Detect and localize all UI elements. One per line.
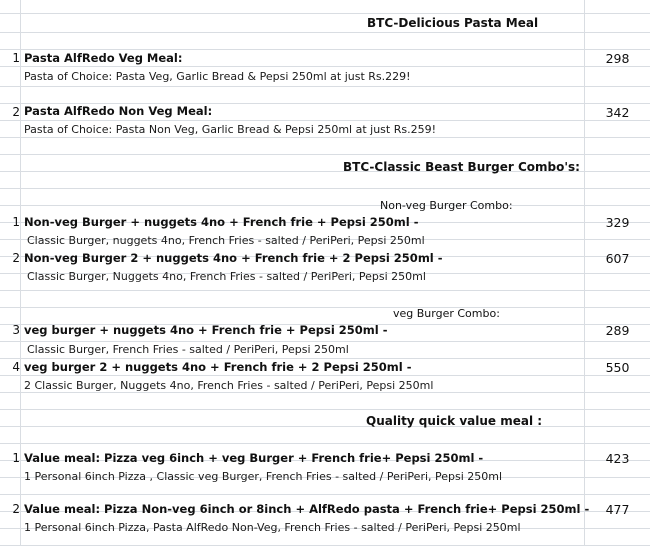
grid-row [0, 14, 650, 33]
item-description: 1 Personal 6inch Pizza, Pasta AlfRedo Non-Veg, French Fries - salted / PeriPeri, Pepsi 250ml [24, 521, 521, 534]
item-description: Classic Burger, nuggets 4no, French Fries - salted / PeriPeri, Pepsi 250ml [27, 234, 425, 247]
item-number: 4 [12, 360, 20, 374]
item-number: 1 [12, 215, 20, 229]
section-heading-pasta: BTC-Delicious Pasta Meal [367, 16, 539, 30]
grid-row [0, 33, 650, 50]
item-number: 2 [12, 105, 20, 119]
item-title: veg burger + nuggets 4no + French frie + Pepsi 250ml - [24, 323, 388, 337]
grid-column-line [20, 0, 21, 545]
item-price: 607 [605, 251, 630, 266]
item-number: 1 [12, 451, 20, 465]
grid-row [0, 189, 650, 206]
subheading-nonveg: Non-veg Burger Combo: [380, 199, 513, 212]
item-price: 289 [605, 323, 630, 338]
grid-row [0, 291, 650, 308]
item-title: Non-veg Burger + nuggets 4no + French frie + Pepsi 250ml - [24, 215, 419, 229]
grid-row [0, 427, 650, 444]
item-price: 298 [605, 51, 630, 66]
section-heading-value-meal: Quality quick value meal : [366, 414, 543, 428]
subheading-veg: veg Burger Combo: [393, 307, 500, 320]
grid-row [0, 393, 650, 410]
item-price: 329 [605, 215, 630, 230]
grid-row [0, 138, 650, 155]
item-price: 550 [605, 360, 630, 375]
item-number: 1 [12, 51, 20, 65]
item-number: 2 [12, 251, 20, 265]
item-description: Pasta of Choice: Pasta Non Veg, Garlic Bread & Pepsi 250ml at just Rs.259! [24, 123, 436, 136]
section-heading-burger: BTC-Classic Beast Burger Combo's: [343, 160, 580, 174]
item-price: 342 [605, 105, 630, 120]
grid-row [0, 410, 650, 427]
item-price: 423 [605, 451, 630, 466]
item-title: Value meal: Pizza veg 6inch + veg Burger + French frie+ Pepsi 250ml - [24, 451, 484, 465]
item-description: 2 Classic Burger, Nuggets 4no, French Fries - salted / PeriPeri, Pepsi 250ml [24, 379, 434, 392]
item-number: 3 [12, 323, 20, 337]
item-title: veg burger 2 + nuggets 4no + French frie + 2 Pepsi 250ml - [24, 360, 412, 374]
grid-row [0, 0, 650, 14]
item-title: Pasta AlfRedo Non Veg Meal: [24, 104, 213, 118]
item-title: Value meal: Pizza Non-veg 6inch or 8inch + AlfRedo pasta + French frie+ Pepsi 250ml - [24, 502, 590, 516]
item-title: Non-veg Burger 2 + nuggets 4no + French frie + 2 Pepsi 250ml - [24, 251, 443, 265]
item-title: Pasta AlfRedo Veg Meal: [24, 51, 183, 65]
item-description: Pasta of Choice: Pasta Veg, Garlic Bread & Pepsi 250ml at just Rs.229! [24, 70, 411, 83]
item-description: 1 Personal 6inch Pizza , Classic veg Burger, French Fries - salted / PeriPeri, Pepsi 250ml [24, 470, 503, 483]
grid-row [0, 87, 650, 104]
item-number: 2 [12, 502, 20, 516]
item-description: Classic Burger, Nuggets 4no, French Fries - salted / PeriPeri, Pepsi 250ml [27, 270, 426, 283]
item-price: 477 [605, 502, 630, 517]
item-description: Classic Burger, French Fries - salted / PeriPeri, Pepsi 250ml [27, 343, 349, 356]
